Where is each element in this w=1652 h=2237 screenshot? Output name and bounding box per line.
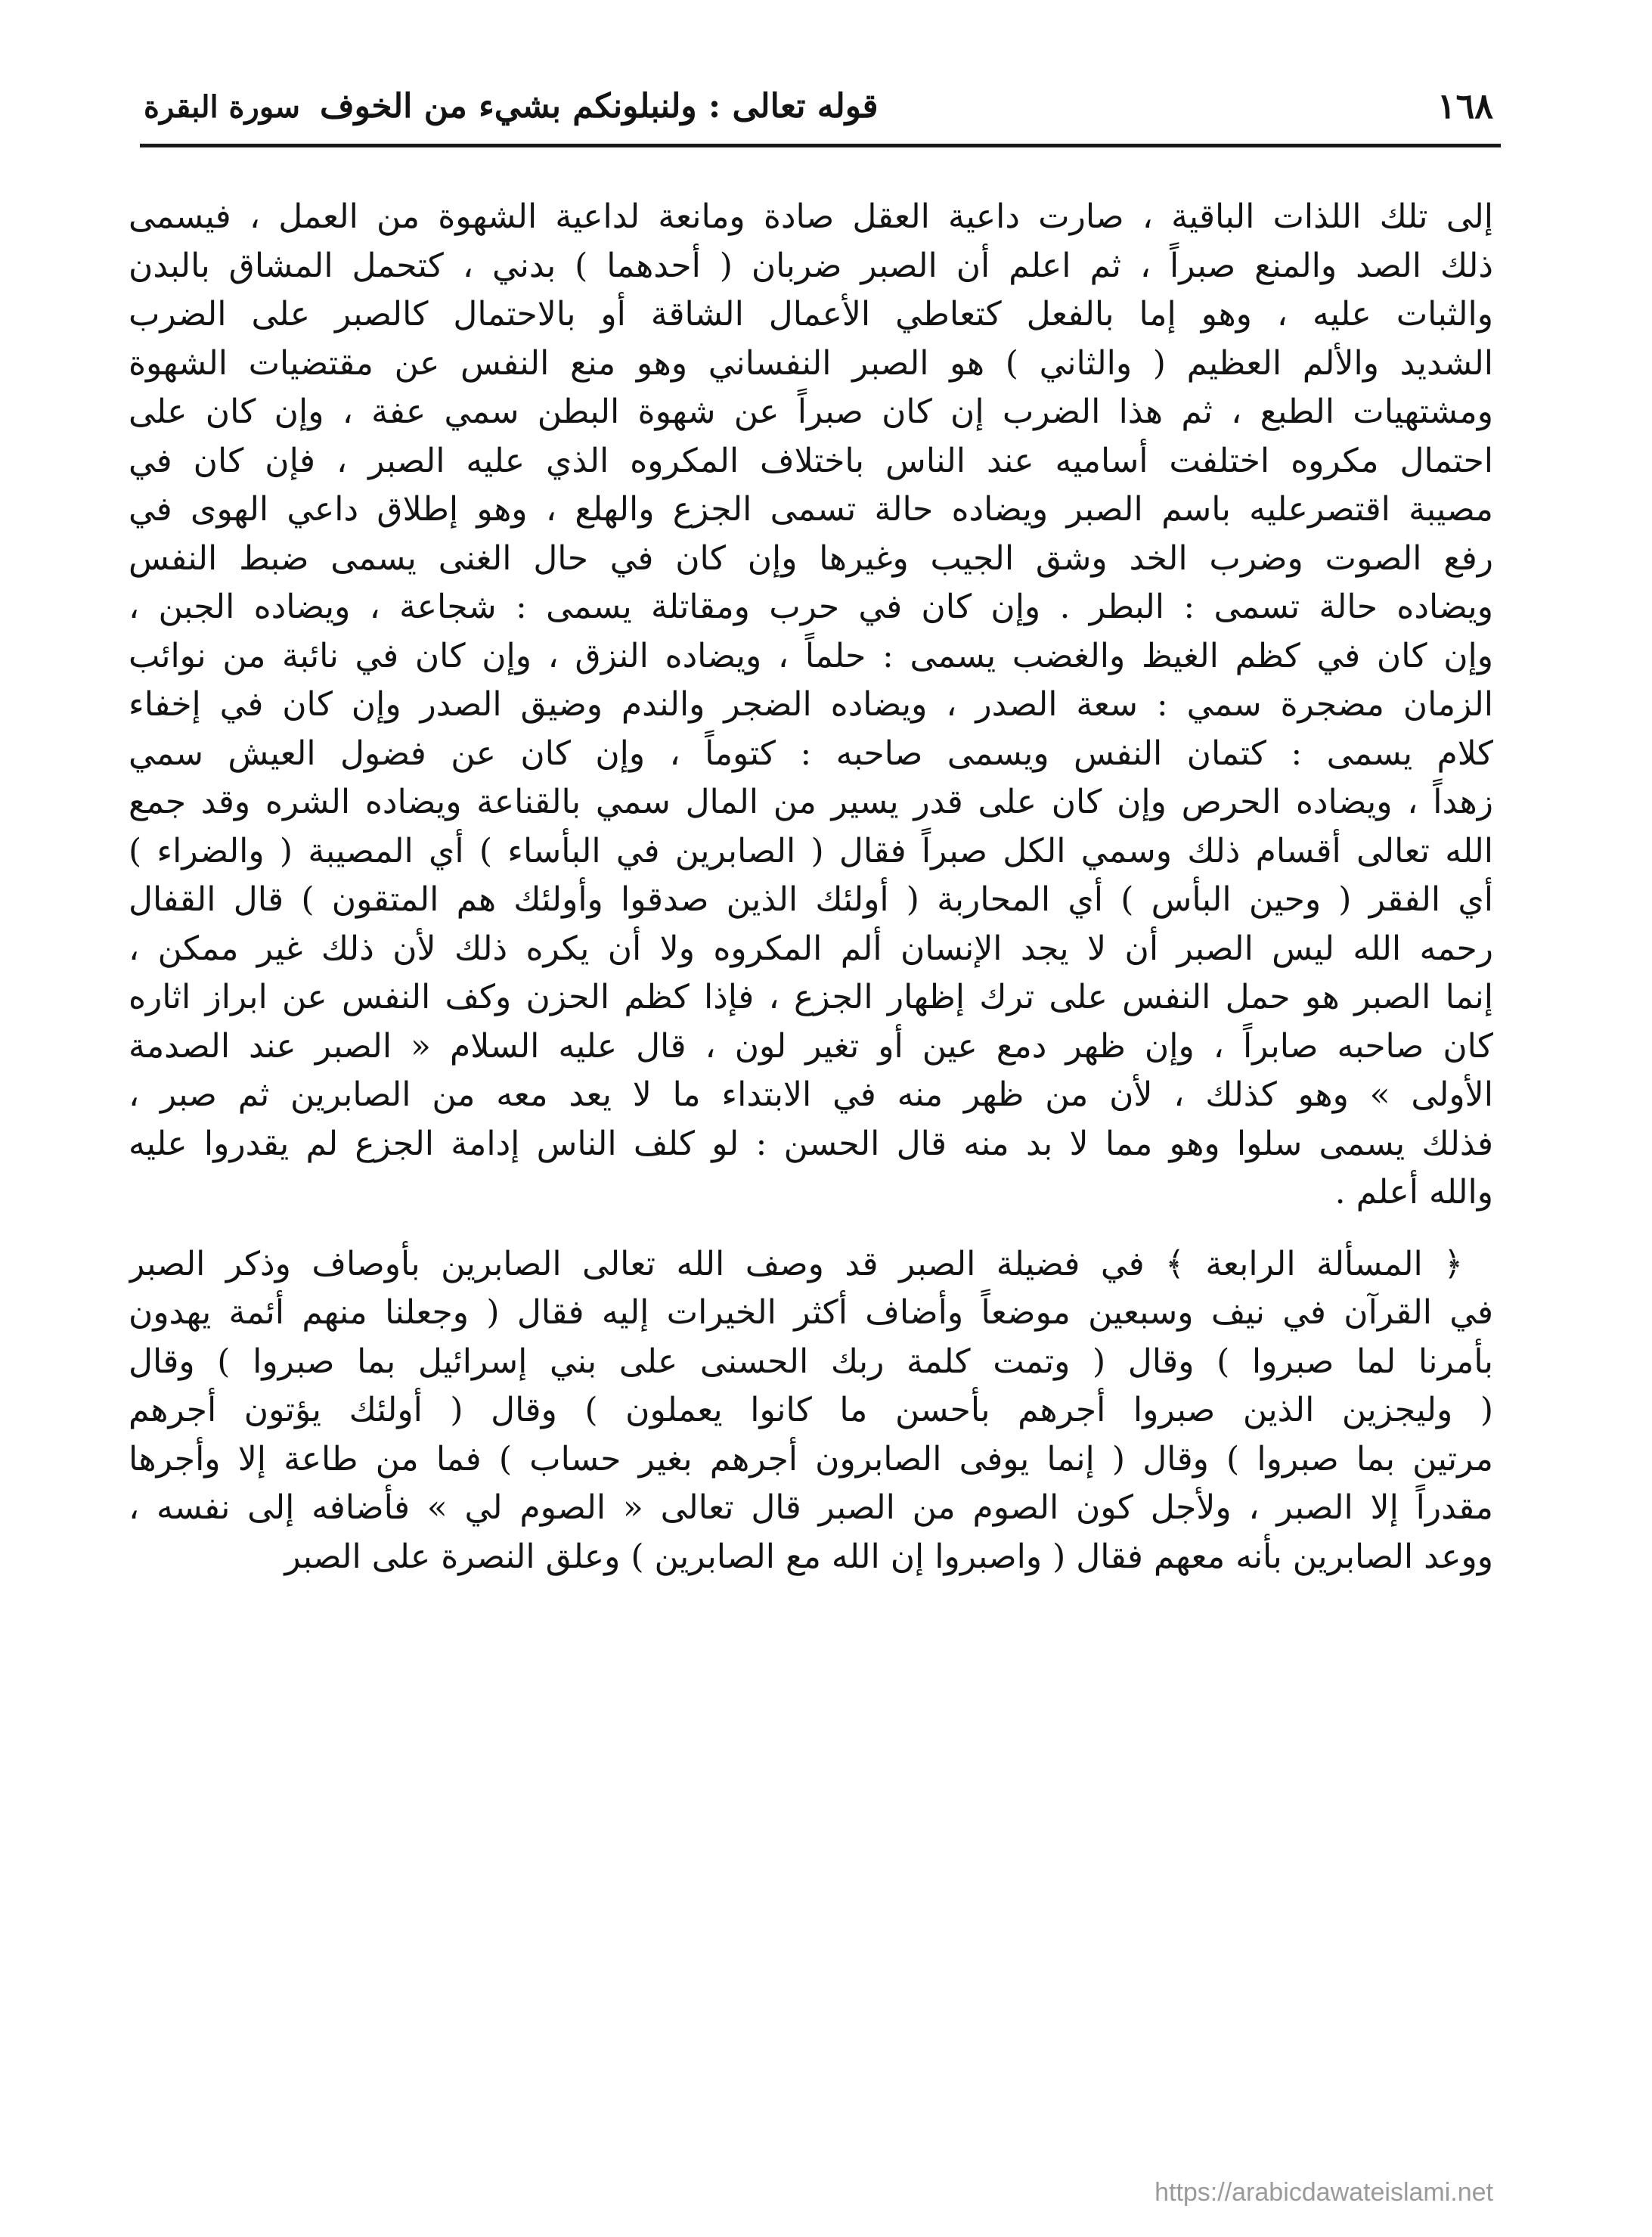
paragraph-1: [129, 193, 1493, 1218]
running-title: قوله تعالى : ولنبلونكم بشيء من الخوف: [320, 86, 879, 126]
text-line: احتمال مكروه اختلفت أساميه عند الناس باختلاف المكروه الذي عليه الصبر ، فإن كان في: [129, 441, 1493, 480]
watermark-url: https://arabicdawateislami.net: [1155, 2178, 1493, 2207]
text-line: ﴿ المسألة الرابعة ﴾ في فضيلة الصبر قد وصف الله تعالى الصابرين بأوصاف وذكر الصبر: [129, 1244, 1463, 1283]
body-text: [129, 193, 1493, 1581]
text-line: وإن كان في كظم الغيظ والغضب يسمى : حلماً ، ويضاده النزق ، وإن كان في نائبة من نوائب: [129, 636, 1493, 675]
text-line: فذلك يسمى سلوا وهو مما لا بد منه قال الحسن : لو كلف الناس إدامة الجزع لم يقدروا عليه: [129, 1124, 1493, 1163]
text-line: الله تعالى أقسام ذلك وسمي الكل صبراً فقال ( الصابرين في البأساء ) أي المصيبة ( والضراء ): [129, 831, 1493, 870]
text-line: ووعد الصابرين بأنه معهم فقال ( واصبروا إن الله مع الصابرين ) وعلق النصرة على الصبر: [284, 1537, 1493, 1576]
text-line: كلام يسمى : كتمان النفس ويسمى صاحبه : كتوماً ، وإن كان عن فضول العيش سمي: [129, 734, 1493, 773]
sura-name: سورة البقرة: [144, 88, 301, 125]
text-line: إلى تلك اللذات الباقية ، صارت داعية العقل صادة ومانعة لداعية الشهوة من العمل ، فيسمى: [129, 197, 1493, 236]
text-line: والثبات عليه ، وهو إما بالفعل كتعاطي الأعمال الشاقة أو بالاحتمال كالصبر على الضرب: [129, 295, 1493, 334]
running-header: [144, 87, 879, 126]
text-line: الزمان مضجرة سمي : سعة الصدر ، ويضاده الضجر والندم وضيق الصدر وإن كان في إخفاء: [129, 685, 1493, 724]
text-line: في القرآن في نيف وسبعين موضعاً وأضاف أكثر الخيرات إليه فقال ( وجعلنا منهم أئمة يهدون: [129, 1293, 1493, 1332]
text-line: مرتين بما صبروا ) وقال ( إنما يوفى الصابرون أجرهم بغير حساب ) فما من طاعة إلا وأجرها: [129, 1439, 1493, 1478]
text-line: رحمه الله ليس الصبر أن لا يجد الإنسان ألم المكروه ولا أن يكره ذلك لأن ذلك غير ممكن ،: [129, 929, 1493, 968]
text-line: أي الفقر ( وحين البأس ) أي المحاربة ( أولئك الذين صدقوا وأولئك هم المتقون ) قال القفال: [129, 880, 1493, 919]
text-line: ومشتهيات الطبع ، ثم هذا الضرب إن كان صبراً عن شهوة البطن سمي عفة ، وإن كان على: [129, 392, 1493, 431]
text-line: كان صاحبه صابراً ، وإن ظهر دمع عين أو تغير لون ، قال عليه السلام « الصبر عند الصدمة: [129, 1026, 1493, 1066]
page-header: [144, 76, 1493, 136]
text-line: الأولى » وهو كذلك ، لأن من ظهر منه في الابتداء ما لا يعد معه من الصابرين ثم صبر ،: [129, 1075, 1493, 1114]
paragraph-2: [129, 1240, 1493, 1582]
text-line: ( وليجزين الذين صبروا أجرهم بأحسن ما كانوا يعملون ) وقال ( أولئك يؤتون أجرهم: [129, 1391, 1493, 1429]
text-line: الشديد والألم العظيم ( والثاني ) هو الصبر النفساني وهو منع النفس عن مقتضيات الشهوة: [129, 343, 1493, 383]
header-rule: [140, 144, 1501, 147]
text-line: ويضاده حالة تسمى : البطر . وإن كان في حرب ومقاتلة يسمى : شجاعة ، ويضاده الجبن ،: [129, 588, 1493, 626]
text-line: والله أعلم .: [1334, 1173, 1493, 1212]
text-line: ذلك الصد والمنع صبراً ، ثم اعلم أن الصبر ضربان ( أحدهما ) بدني ، كتحمل المشاق بالبدن: [129, 246, 1493, 285]
text-line: مقدراً إلا الصبر ، ولأجل كون الصوم من الصبر قال تعالى « الصوم لي » فأضافه إلى نفسه ،: [129, 1488, 1493, 1527]
text-line: زهداً ، ويضاده الحرص وإن كان على قدر يسير من المال سمي بالقناعة ويضاده الشره وقد جمع: [129, 783, 1493, 821]
page-number: ١٦٨: [1437, 85, 1493, 126]
text-line: رفع الصوت وضرب الخد وشق الجيب وغيرها وإن كان في حال الغنى يسمى ضبط النفس: [129, 538, 1493, 578]
paragraph-gap: [129, 1218, 1493, 1240]
text-line: بأمرنا لما صبروا ) وقال ( وتمت كلمة ربك الحسنى على بني إسرائيل بما صبروا ) وقال: [129, 1342, 1493, 1381]
text-line: إنما الصبر هو حمل النفس على ترك إظهار الجزع ، فإذا كظم الحزن وكف النفس عن ابراز اثاره: [129, 978, 1493, 1016]
text-line: مصيبة اقتصرعليه باسم الصبر ويضاده حالة تسمى الجزع والهلع ، وهو إطلاق داعي الهوى في: [129, 490, 1493, 529]
